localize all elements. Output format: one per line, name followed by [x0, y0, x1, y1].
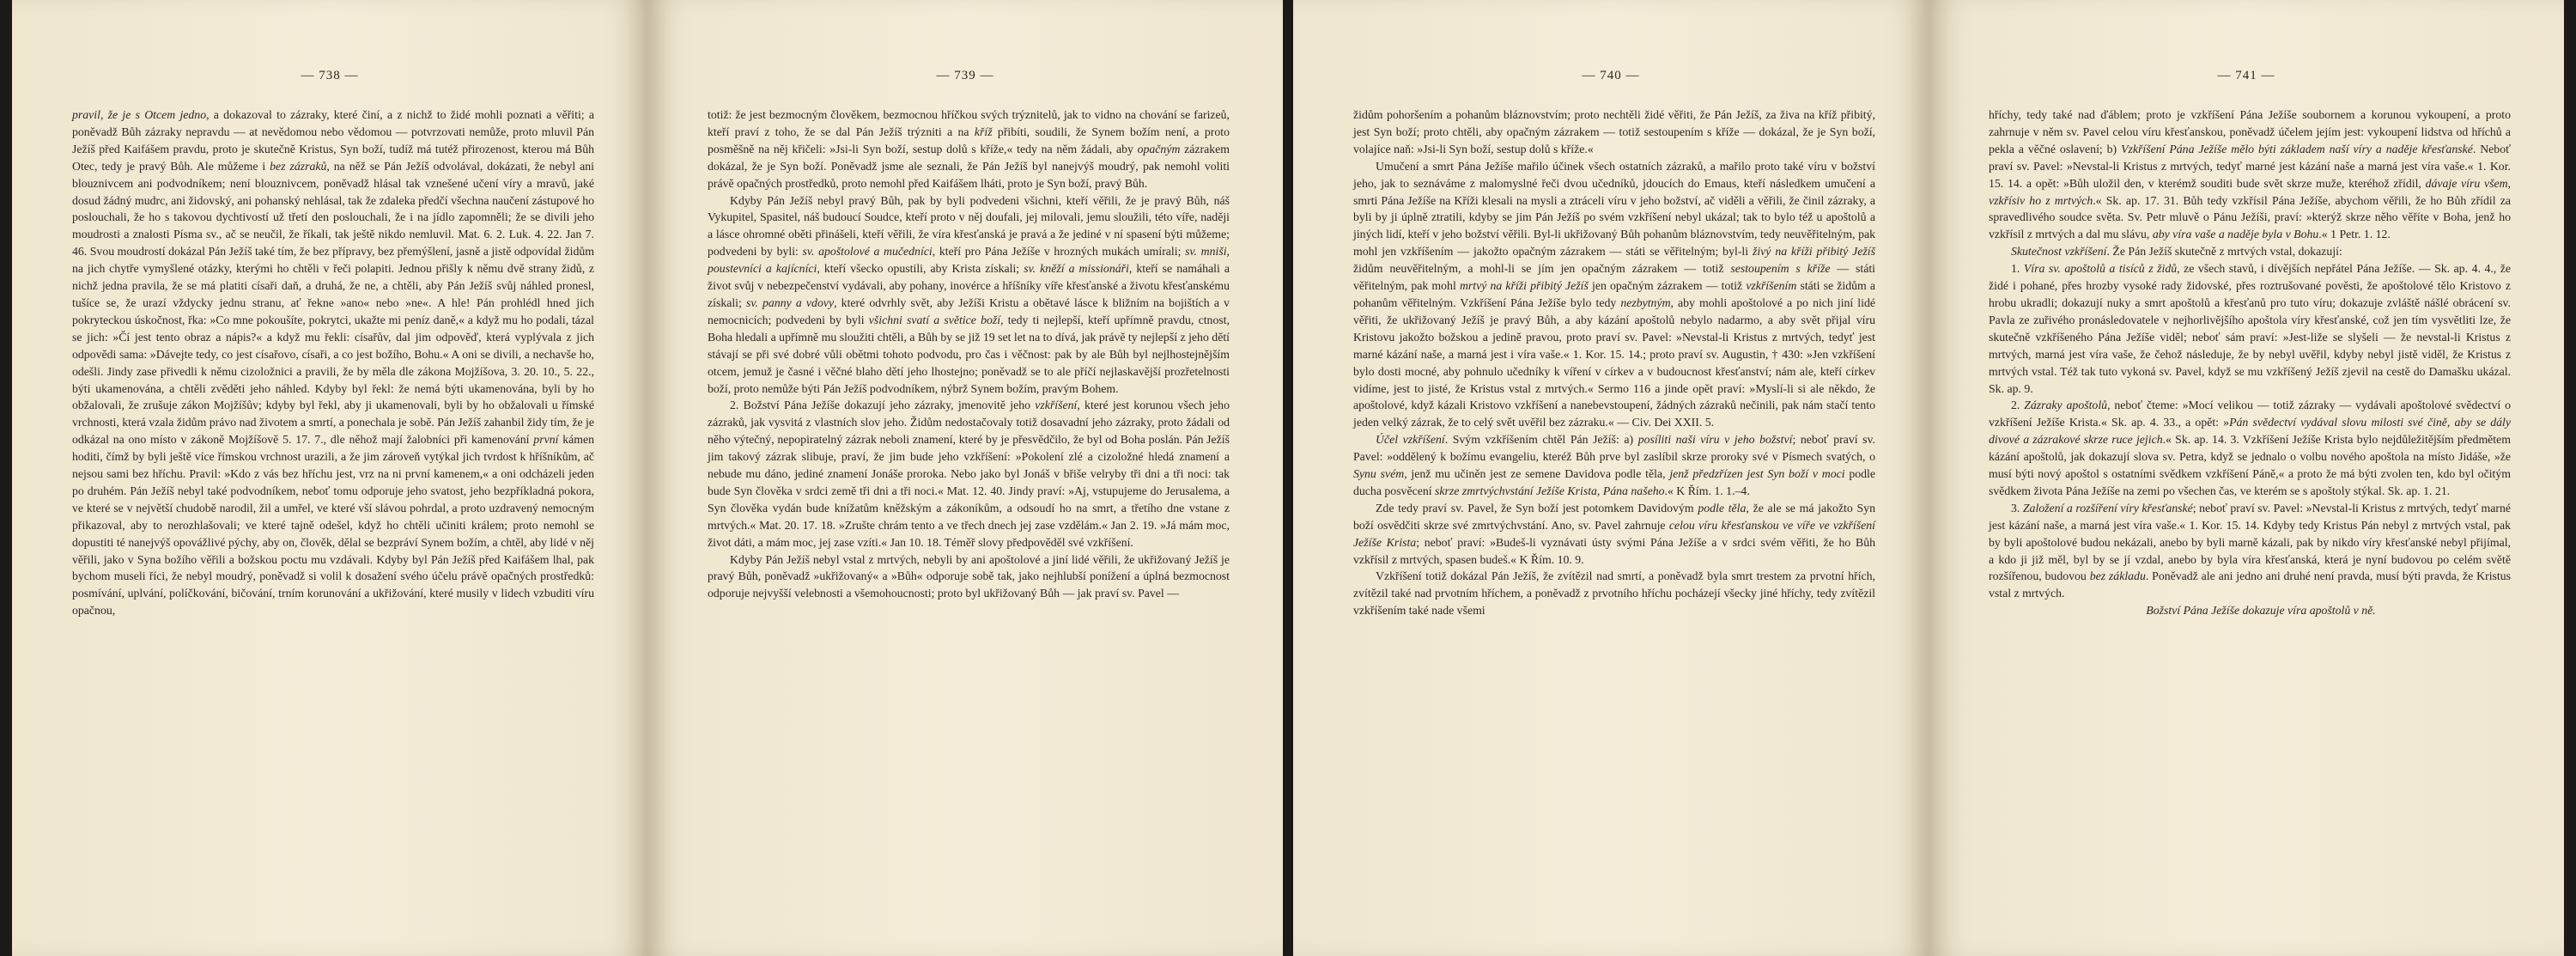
- paragraph: [1989, 243, 2511, 260]
- text-run: — státi věřitelným, pak mohl: [1353, 262, 1875, 293]
- emphasis-text: Skutečnost vzkříšení: [2011, 245, 2107, 259]
- emphasis-text: dávaje víru všem, vzkřísiv ho z mrtvých: [1989, 176, 2511, 207]
- emphasis-text: podle těla: [1698, 501, 1747, 515]
- text-run: Umučení a smrt Pána Ježíše mařilo účinek všech ostatních zázraků, a mařilo proto také víru v božství jeho, jak to seznáváme z malomyslné řeči dvou učedníků, jdoucích do Emaus, kteří následkem umučení a smrti Pána Ježíše na Kříži klesali na mysli a ztráceli víru v jeho božství, ač viděli a věřili, že činil zázraky, a byli by ji úplně ztratili, kdyby se jim Pán Ježíš po svém vzkříšení nebyl ukázal; tak to bylo též u apoštolů a jiných lidí, kteří v jeho božství věřili. Byl-li ukřižovaný Bůh pohanům bláznovstvím, tedy neuvěřitelným, pak mohl jen vzkříšením — jakožto opačným zázrakem — státi se věřitelným; byl-li: [1353, 159, 1875, 259]
- emphasis-text: bez zázraků: [270, 159, 327, 173]
- page-number: — 738 —: [301, 69, 359, 82]
- text-run: , a dokazoval to zázraky, které činí, a z nichž to židé mohli poznati a věřiti; a poněvadž Bůh zázraky nepravdu — at nevědomou nebo vědomou — potvrzovati nemůže, proto mluvil Pán Ježíš před Kaifášem pravdu, proto je skutečně Kristus, Syn boží, tudíž má tutéž přirozenost, kterou má Bůh Otec, tedy je pravý Bůh. Ale můžeme i: [72, 108, 594, 173]
- paragraph: [708, 397, 1230, 551]
- text-run: , neboť čteme: »Mocí velikou — totiž zázraky — vydávali apoštolové svědectví o vzkříšení Ježíše Krista.« Sk. ap. 4. 33., a opět: »: [1989, 399, 2512, 429]
- text-run: zázrakem dokázal, že je Syn boží. Poněvadž jsme ale seznali, že Pán Ježíš byl nanejvýš moudrý, pak nemohl voliti právě opačných prostředků, proto nemohl před Kaifášem lháti, proto je Syn boží, pravý Bůh.: [708, 142, 1230, 190]
- text-run: .« Sk. ap. 17. 31. Bůh tedy vzkřísil Pána Ježíše, abychom věřili, že ho Bůh zřídil za spravedlivého soudce světa. Sv. Petr mluvě o Pánu Ježíši, praví: »kterýž skrze něho věříte v Boha, jenž ho vzkřísil z mrtvých a dal mu slávu,: [1989, 193, 2511, 241]
- paragraph: [1989, 500, 2511, 602]
- text-run: státi se židům a pohanům věřitelným. Vzkříšení Pána Ježíše bylo tedy: [1353, 279, 1875, 309]
- paragraph: [708, 107, 1230, 192]
- emphasis-text: všichni svatí a světice boží: [868, 313, 1001, 326]
- paragraph: [708, 551, 1230, 603]
- emphasis-text: skrze zmrtvýchvstání Ježíše Krista, Pána našeho: [1435, 484, 1665, 497]
- text-run: . Svým vzkříšením chtěl Pán Ježíš: a): [1444, 433, 1638, 447]
- emphasis-text: Víra sv. apoštolů a tisíců z židů: [2023, 262, 2178, 276]
- emphasis-text: Božství Pána Ježíše dokazuje víra apoštolů v ně.: [2146, 604, 2376, 618]
- emphasis-text: aby víra vaše a naděje byla v Bohu: [2152, 228, 2319, 241]
- emphasis-text: sv. mniši, poustevníci a kajícníci: [708, 245, 1230, 276]
- paragraph: [1353, 158, 1875, 432]
- emphasis-text: Založení a rozšíření víry křesťanské: [2022, 501, 2193, 515]
- text-run: , že ale se má jakožto Syn boží osvědčiti skrze své zmrtvýchvstání. Ano, sv. Pavel zahrnuje: [1353, 501, 1875, 532]
- page-text: [708, 107, 1230, 602]
- text-run: , tedy ti nejlepší, kteří upřímně pravdu, ctnost, Boha hledali a upřímně mu sloužiti chtěli, a Bůh by se již 19 set let na to dívá, jak právě ty nejlepší z jeho dětí stávají se při své dobré vůli obětmi tohoto podvodu, pro čas i věčnost: pak by ale Bůh byl nejlhostejnějším otcem, jemuž je časné i věčné blaho dětí jeho lhostejno; poněvadž se to ale příčí nejlaskavější prozřetelnosti boží, proto nemůže býti Pán Ježíš podvodníkem, nýbrž Synem božím, pravým Bohem.: [708, 313, 1230, 395]
- paragraph: [1989, 107, 2511, 243]
- text-run: , kteří pro Pána Ježíše v hrozných mukách umírali;: [932, 245, 1186, 259]
- emphasis-text: celou víru křesťanskou ve víře ve vzkříšení Ježíše Krista: [1353, 518, 1875, 549]
- emphasis-text: Pán svědectví vydával slovu milosti své čině, aby se dály divové a zázrakové skrze ruce jejich: [1989, 416, 2511, 447]
- text-run: . Neboť praví sv. Pavel: »Nevstal-li Kristus z mrtvých, tedyť marné jest kázání naše a marná jest víra vaše.« 1. Kor. 15. 14. a opět: »Bůh uložil den, v kterémž souditi bude svět skrze muže, kteréhož zřídil,: [1989, 142, 2511, 190]
- paragraph: [708, 192, 1230, 398]
- section-heading: [1989, 602, 2511, 619]
- emphasis-text: sv. apoštolové a mučedníci: [802, 245, 933, 259]
- text-run: , kteří se namáhali a život svůj v nebezpečenství vydávali, aby pohany, inovérce a hříšníky víře křesťanské a životu křesťanskému získali;: [708, 262, 1230, 309]
- text-run: kámen hoditi, čímž by byli ještě více římskou vrchnost urazili, a že jim zároveň vytýkal jich tvrdost k hříšníkům, ač nejsou sami bez hříchu. Pravil: »Kdo z vás bez hříchu jest, vrz na ni první kamenem,« a oni odcházeli jeden po druhém. Pán Ježíš nebyl také podvodníkem, neboť tomu odporuje jeho svatost, jeho bezpříkladná pokora, ve které se v největší chudobě narodil, žil a umřel, ve které vší slávou pohrdal, a proto uzdravený nemocným přikazoval, aby to nerozhlašovali; ve které tajně odešel, když ho chtěli učiniti králem; proto nemohl se dopustiti té nanejvýš opovážlivé pýchy, aby on, člověk, dělal se bezpráví Synem božím, a chtěl, aby lidé v něj věřili, jako v Syna božího věřili a božskou poctu mu vzdávali. Kdyby byl Pán Ježíš před Kaifášem lhal, pak bychom museli říci, že nebyl moudrý, poněvadž si volil k dosažení svého účelu právě opačných prostředků: posmívání, uplvání, políčkování, bičování, trním korunování a ukřižování, které musily v lidech vzbuditi víru opačnou,: [72, 433, 594, 618]
- page-text: [1353, 107, 1875, 619]
- emphasis-text: bez základu: [2089, 569, 2146, 583]
- emphasis-text: Vzkříšení Pána Ježíše mělo býti základem naší víry a naděje křesťanské: [2121, 142, 2473, 155]
- emphasis-text: první: [533, 433, 559, 447]
- emphasis-text: sv. kněží a missionáři: [1024, 262, 1129, 276]
- emphasis-text: sestoupením s kříže: [1730, 262, 1831, 276]
- text-run: židům pohoršením a pohanům bláznovstvím; proto nechtěli židé věřiti, že Pán Ježíš, za živa na kříž přibitý, jest Syn boží; proto chtěli, aby opačným zázrakem — totiž sestoupením s kříže — dokázal, že je Syn boží, volajíce naň: »Jsi-li Syn boží, sestup dolů s kříže.«: [1353, 108, 1875, 155]
- text-run: 3.: [2011, 501, 2023, 515]
- emphasis-text: nezbytným: [1620, 295, 1671, 309]
- text-run: . Že Pán Ježíš skutečně z mrtvých vstal, dokazují:: [2106, 245, 2342, 259]
- text-run: , na něž se Pán Ježíš odvolával, dokázati, že nebyl ani blouznivcem ani podvodníkem; není blouznivcem, poněvadž hlásal tak vznešené učení víry a mravů, jaké dosud žádný mudrc, ani židovský, ani pohanský nehlásal, tak že zdaleka předčí všechna naučení zástupové ho poslouchali, že ho s takovou dychtivostí už třetí den poslouchali, že i na jídlo zapomněli; že se divili jeho moudrosti a znalosti Písma sv., ač se neučil, že říkali, tak ještě nikdo nemluvil. Mat. 6. 2. Luk. 4. 22. Jan 7. 46. Svou moudrostí dokázal Pán Ježíš také tím, že bez přípravy, bez přemýšlení, jasně a jistě odpovídal židům na jich chytře vymyšlené otázky, kterými ho chtěli v řeči polapiti. Jednou přišly k němu dvě strany židů, z nichž jedna pravila, že se má platiti císaři daň, a druhá, že ne, a chtěli, aby Pán Ježíš svůj náhled pronesl, tušíce se, že urazí vždycky jednu stranu, ať řekne »ano« nebo »ne«. A hle! Pán prohlédl hned jich pokryteckou úskočnost, řka: »Co mne pokoušíte, pokrytci, ukažte mi peníz daně,« a když mu ho podali, tázal se jich: »Čí jest tento obraz a nápis?« a když mu řekli: císařův, dal jim odpověď, která vyplývala z jich odpovědi sama: »Dávejte tedy, co jest císařovo, císaři, a co jest božího, Bohu.« A oni se divili, a nechavše ho, odešli. Jindy zase přivedli k němu cizoložnici a pravili, že by měla dle zákona Mojžíšova, 3. 20. 10., 5. 22., býti ukamenována, a chtěli zvěděti jeho náhled. Kdyby byl řekl: že nemá býti ukamenována, byli by ho obžalovali, že zrušuje zákon Mojžíšův; kdyby byl řekl, aby ji ukamenovali, byli by ho obžalovali u římské vrchnosti, která vzala židům právo nad životem a smrtí, a ponechala je sobě. Pán Ježíš zahanbil židy tím, že je odkázal na ono místo v zákoně Mojžíšově 5. 17. 7., dle něhož mají žalobníci při kamenování: [72, 159, 594, 447]
- text-run: , aby mohli apoštolové a po nich jiní lidé věřiti, že ukřižovaný Ježíš je pravý Bůh, a aby kázání apoštolů nebylo nadarmo, a aby svět přijal víru Kristovu jakožto božskou a jedině pravou, proto praví sv. Pavel: »Nevstal-li Kristus z mrtvých, tedyť jest marné kázání naše, a marná jest i víra vaše.« 1. Kor. 15. 14.; proto praví sv. Augustin, † 430: »Jen vzkříšení bylo dosti mocné, aby pohnulo učedníky k víření v církev a v budoucnost křesťanství; nám ale, kteří církev vidíme, jest to jisté, že Kristus vstal z mrtvých.« Sermo 116 a jinde opět praví: »Myslí-li si ale někdo, že apoštolové, když kázali Kristovo vzkříšení a nanebevstoupení, žádných zázraků nečinili, pak nám stačí tento jeden velký zázrak, že to celý svět uvěřil bez zázraku.« — Civ. Dei XXII. 5.: [1353, 295, 1875, 429]
- text-run: 1.: [2011, 262, 2024, 276]
- emphasis-text: pravil, že je s Otcem jedno: [72, 108, 207, 121]
- emphasis-text: opačným: [1137, 142, 1181, 155]
- text-run: ; neboť praví: »Budeš-li vyznávati ústy svými Pána Ježíše a v srdci svém věřiti, že ho Bůh vzkřísil z mrtvých, spasen budeš.« K Řím. 10. 9.: [1353, 535, 1875, 566]
- paragraph: [1353, 431, 1875, 500]
- text-run: .« K Řím. 1. 1.–4.: [1664, 484, 1750, 497]
- text-run: přibíti, soudili, že Synem božím není, a proto posměšně na něj křičeli: »Jsi-li Syn boží, sestup dolů s kříže,« tedy na něm žádali, aby: [708, 125, 1230, 155]
- paragraph: [1989, 260, 2511, 397]
- text-run: židům neuvěřitelným, a mohl-li se jím jen opačným zázrakem — totiž: [1353, 262, 1731, 276]
- page-738: [12, 0, 647, 956]
- text-run: jen opačným zázrakem — totiž: [1588, 279, 1747, 293]
- paragraph: [1353, 107, 1875, 158]
- text-run: , které jest korunou všech jeho zázraků, jak vysvitá z vlastních slov jeho. Židům nedostačovaly totiž dosavadní jeho zázraky, proto žádali od něho výtečný, nepopiratelný zázrak neboli znamení, které by je přesvědčilo, že byl od Boha poslán. Pán Ježíš jim takový zázrak slibuje, praví, že jim bude jeho vzkříšení: »Pokolení zlé a cizoložné hledá znamení a nebude mu dáno, jediné znamení Jonáše proroka. Nebo jako byl Jonáš v břiše velryby tři dni a tři noci: tak bude Syn člověka v srdci země tři dni a tři noci.« Mat. 12. 40. Jindy praví: »Aj, vstupujeme do Jerusalema, a Syn člověka vydán bude knížatům kněžským a zákoníkům, a odsoudí ho na smrt, a třetího dne vstane z mrtvých.« Mat. 20. 17. 18. »Zrušte chrám tento a ve třech dnech jej zase vzdělám.« Jan 2. 19. »Já mám moc, život dáti, a mám moc, jej zase vzíti.« Jan 10. 18. Téměř slovy předpověděl své vzkříšení.: [708, 399, 1230, 549]
- page-740: [1293, 0, 1929, 956]
- emphasis-text: posíliti naši víru v jeho božství: [1637, 433, 1793, 447]
- emphasis-text: živý na kříži přibitý Ježíš: [1752, 245, 1875, 259]
- text-run: ; neboť praví sv. Pavel: »Nevstal-li Kristus z mrtvých, tedyť marné jest kázání naše, a marná jest víra vaše.« 1. Kor. 15. 14. Kdyby tedy Kristus Pán nebyl z mrtvých vstal, pak by byli apoštolové budou nekázali, anebo by byli marně kázali, pak by nikdo víry křesťanské nebyl přijímal, a kdo ji již měl, byl by se jí vzdal, anebo by byla víra křesťanská, která je nyní budovou po celém světě rozšířenou, budovou: [1989, 501, 2511, 583]
- page-741: [1929, 0, 2564, 956]
- text-run: , kteří všecko opustili, aby Krista získali;: [817, 262, 1024, 276]
- emphasis-text: sv. panny a vdovy: [745, 295, 835, 309]
- text-run: hříchy, tedy také nad ďáblem; proto je vzkříšení Pána Ježíše soubornem a korunou vykoupení, a proto zahrnuje v něm sv. Pavel celou víru křesťanskou, poněvadž účelem jejím jest: vykoupení lidstva od hříchů a pekla a věčné oslavení; b): [1989, 108, 2511, 155]
- text-run: , které odvrhly svět, aby Ježíši Kristu a obětavé lásce k bližním na bojištích a v nemocnicích; podvedeni by byli: [708, 295, 1230, 326]
- text-run: Zde tedy praví sv. Pavel, že Syn boží jest potomkem Davidovým: [1376, 501, 1698, 515]
- text-run: Kdyby Pán Ježíš nebyl pravý Bůh, pak by byli podvedeni všichni, kteří věřili, že je pravý Bůh, náš Vykupitel, Spasitel, náš budoucí Soudce, kteří proto v něj doufali, jej milovali, jemu sloužili, této víře, naději a lásce ohromné oběti přinášeli, kteří věřili, že víra křesťanská je pravá a že jediné v ní spasení býti můžeme; podvedeni by byli:: [708, 193, 1230, 259]
- text-run: . Poněvadž ale ani jedno ani druhé není pravda, musí býti pravda, že Kristus vstal z mrtvých.: [1989, 569, 2512, 600]
- emphasis-text: vzkříšením: [1746, 279, 1797, 293]
- text-run: Vzkříšení totiž dokázal Pán Ježíš, že zvítězil nad smrtí, a poněvadž byla smrt trestem za prvotní hřích, zvítězil také nad prvotním hříchem, a poněvadž z prvotního hříchu pocházejí všecky jiné hříchy, tedy zvítězil vzkříšením také nade všemi: [1353, 569, 1875, 618]
- page-text: [1989, 107, 2511, 619]
- emphasis-text: Synu svém: [1353, 467, 1405, 481]
- emphasis-text: kříž: [974, 125, 993, 138]
- page-number: — 740 —: [1582, 69, 1640, 82]
- paragraph: [1989, 397, 2511, 499]
- page-number: — 739 —: [936, 69, 994, 82]
- book-spread-left: [12, 0, 1283, 956]
- emphasis-text: Účel vzkříšení: [1376, 433, 1445, 447]
- text-run: , jenž mu učiněn jest ze semene Davidova podle těla,: [1404, 467, 1670, 481]
- book-spread-right: [1293, 0, 2564, 956]
- emphasis-text: mrtvý na kříži přibitý Ježíš: [1459, 279, 1589, 293]
- text-run: ; neboť praví sv. Pavel: »oddělený k božímu evangeliu, kteréž Bůh prve byl zaslíbil skrze proroky své v Písmech svatých, o: [1353, 433, 1875, 464]
- paragraph: [1353, 500, 1875, 569]
- paragraph: [72, 107, 594, 619]
- page-text: [72, 107, 594, 619]
- text-run: , ze všech stavů, i dívějších nepřátel Pána Ježíše. — Sk. ap. 4. 4., že židé i pohané, přes hrozby vysoké rady židovské, přes roztrušované pověsti, že apoštolové tělo Kristovo z hrobu ukradli; dokazují nuky a smrt apoštolů a křesťanů pro tuto víru; dokazuje zvláště nášlé obrácení sv. Pavla ze zuřivého pronásledovatele v nejhorlivějšího apoštola víry křesťanské, což jen tím vysvětliti lze, že skutečně vzkříšeného Pána Ježíše viděl; neboť sám praví: »Jest-liže se slyšeli — že nevstal-li Kristus z mrtvých, marná jest víra vaše, že čehož následuje, že by nebyl uvěřil, kdyby nebyl jistě viděl, že Kristus z mrtvých vstal. Též tak tuto vykoná sv. Pavel, když se mu vzkříšený Ježíš zjevil na cestě do Damašku ukázal. Sk. ap. 9.: [1989, 262, 2512, 395]
- text-run: 2.: [2011, 399, 2025, 412]
- emphasis-text: vzkříšení: [1035, 399, 1078, 412]
- text-run: podle ducha posvěcení: [1353, 467, 1875, 497]
- text-run: totiž: že jest bezmocným člověkem, bezmocnou hříčkou svých trýznitelů, jak to vidno na chování se farizeů, kteří praví z toho, že se dal Pán Ježíš trýzniti a na: [708, 108, 1230, 138]
- paragraph: [1353, 568, 1875, 619]
- text-run: .« 1 Petr. 1. 12.: [2318, 228, 2391, 241]
- emphasis-text: Zázraky apoštolů: [2024, 399, 2108, 412]
- text-run: Kdyby Pán Ježíš nebyl vstal z mrtvých, nebyli by ani apoštolové a jiní lidé věřili, že ukřižovaný Ježíš je pravý Bůh, poněvadž »ukřižovaný« a »Bůh« odporuje sobě tak, jako nejhlubší ponížení a úplná bezmocnost odporuje nejvyšší velebnosti a všemohoucnosti; proto byl ukřižovaný Bůh — jak praví sv. Pavel —: [708, 552, 1230, 600]
- text-run: .« Sk. ap. 14. 3. Vzkříšení Ježíše Krista bylo nejdůležitějším předmětem kázání apoštolů, jak dokazují slova sv. Petra, když se jednalo o volbu nového apoštola na místo Jidáše, »že musí býti nový apoštol s ostatními svědkem vzkříšení Páně,« a proto že má býti zvolen ten, kdo byl očitým svědkem života Pána Ježíše na zemi po všechen čas, ve kterém se s apoštoly stýkal. Sk. ap. 1. 21.: [1989, 433, 2511, 497]
- page-number: — 741 —: [2217, 69, 2275, 82]
- emphasis-text: jenž předzřízen jest Syn boží v moci: [1669, 467, 1845, 481]
- page-739: [647, 0, 1283, 956]
- text-run: 2. Božství Pána Ježíše dokazují jeho zázraky, jmenovitě jeho: [730, 399, 1036, 412]
